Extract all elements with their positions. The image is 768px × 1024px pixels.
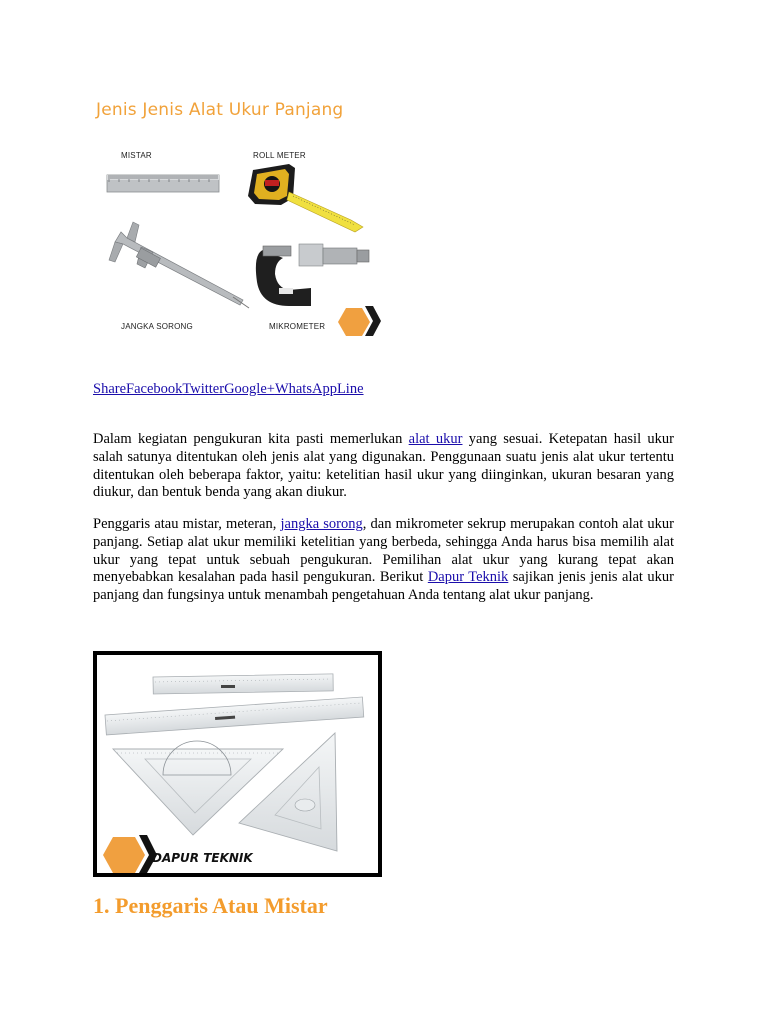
- tools-paragraph: [93, 516, 674, 605]
- paragraph-text: , dan mikrometer sekrup merupakan contoh alat ukur panjang. Setiap alat ukur memiliki ketelitian yang berbeda, sehingga Anda harus bisa memilih alat ukur yang tepat untuk sebuah pengukuran. Pemilihan alat ukur yang kurang tepat akan menyebabkan kesalahan pada hasil pengukuran. Berikut: [93, 516, 674, 586]
- infographic-title: Jenis Jenis Alat Ukur Panjang: [96, 100, 344, 120]
- label-mikrometer: MIKROMETER: [269, 322, 326, 331]
- facebook-link[interactable]: Facebook: [126, 381, 183, 397]
- jangka-sorong-link[interactable]: jangka sorong: [280, 516, 363, 532]
- label-mistar: MISTAR: [121, 151, 152, 160]
- infographic-illustration: [93, 92, 385, 346]
- micrometer-illustration: [256, 244, 369, 306]
- measuring-tools-infographic: [93, 92, 385, 346]
- steel-ruler-illustration: [107, 175, 219, 192]
- paragraph-text: Penggaris atau mistar, meteran,: [93, 516, 281, 532]
- dapur-teknik-link[interactable]: Dapur Teknik: [427, 569, 509, 586]
- rulers-illustration: [97, 655, 378, 873]
- label-jangka-sorong: JANGKA SORONG: [121, 322, 193, 331]
- brand-name-text: DAPUR TEKNIK: [152, 851, 253, 865]
- short-ruler-illustration: [153, 674, 333, 694]
- alat-ukur-link[interactable]: alat ukur: [408, 431, 463, 447]
- google-plus-link[interactable]: Google+: [224, 381, 275, 397]
- brand-logo-hexagon: [338, 306, 381, 336]
- section-heading: 1. Penggaris Atau Mistar: [93, 893, 328, 918]
- intro-paragraph: [93, 431, 674, 502]
- paragraph-text: sajikan jenis jenis alat ukur panjang dan fungsinya untuk menambah pengetahuan Anda tentang alat ukur panjang.: [93, 569, 674, 604]
- paragraph-text: yang sesuai. Ketepatan hasil ukur salah satunya ditentukan oleh jenis alat yang digunakan. Penggunaan suatu jenis alat ukur tertentu ditentukan oleh beberapa faktor, yaitu: ketelitian hasil ukur yang diinginkan, ukuran besaran yang diukur, dan bentuk benda yang akan diukur.: [93, 431, 674, 501]
- twitter-link[interactable]: Twitter: [182, 381, 225, 397]
- share-link[interactable]: Share: [93, 381, 127, 397]
- long-ruler-illustration: [105, 697, 364, 735]
- share-links: [93, 381, 364, 398]
- caliper-illustration: [109, 222, 249, 308]
- line-link[interactable]: Line: [336, 381, 364, 397]
- rulers-image: [93, 651, 382, 877]
- dapur-teknik-logo: [103, 835, 157, 873]
- whatsapp-link[interactable]: WhatsApp: [274, 381, 337, 397]
- label-roll-meter: ROLL METER: [253, 151, 306, 160]
- tape-measure-illustration: [248, 164, 363, 232]
- paragraph-text: Dalam kegiatan pengukuran kita pasti memerlukan: [93, 431, 409, 447]
